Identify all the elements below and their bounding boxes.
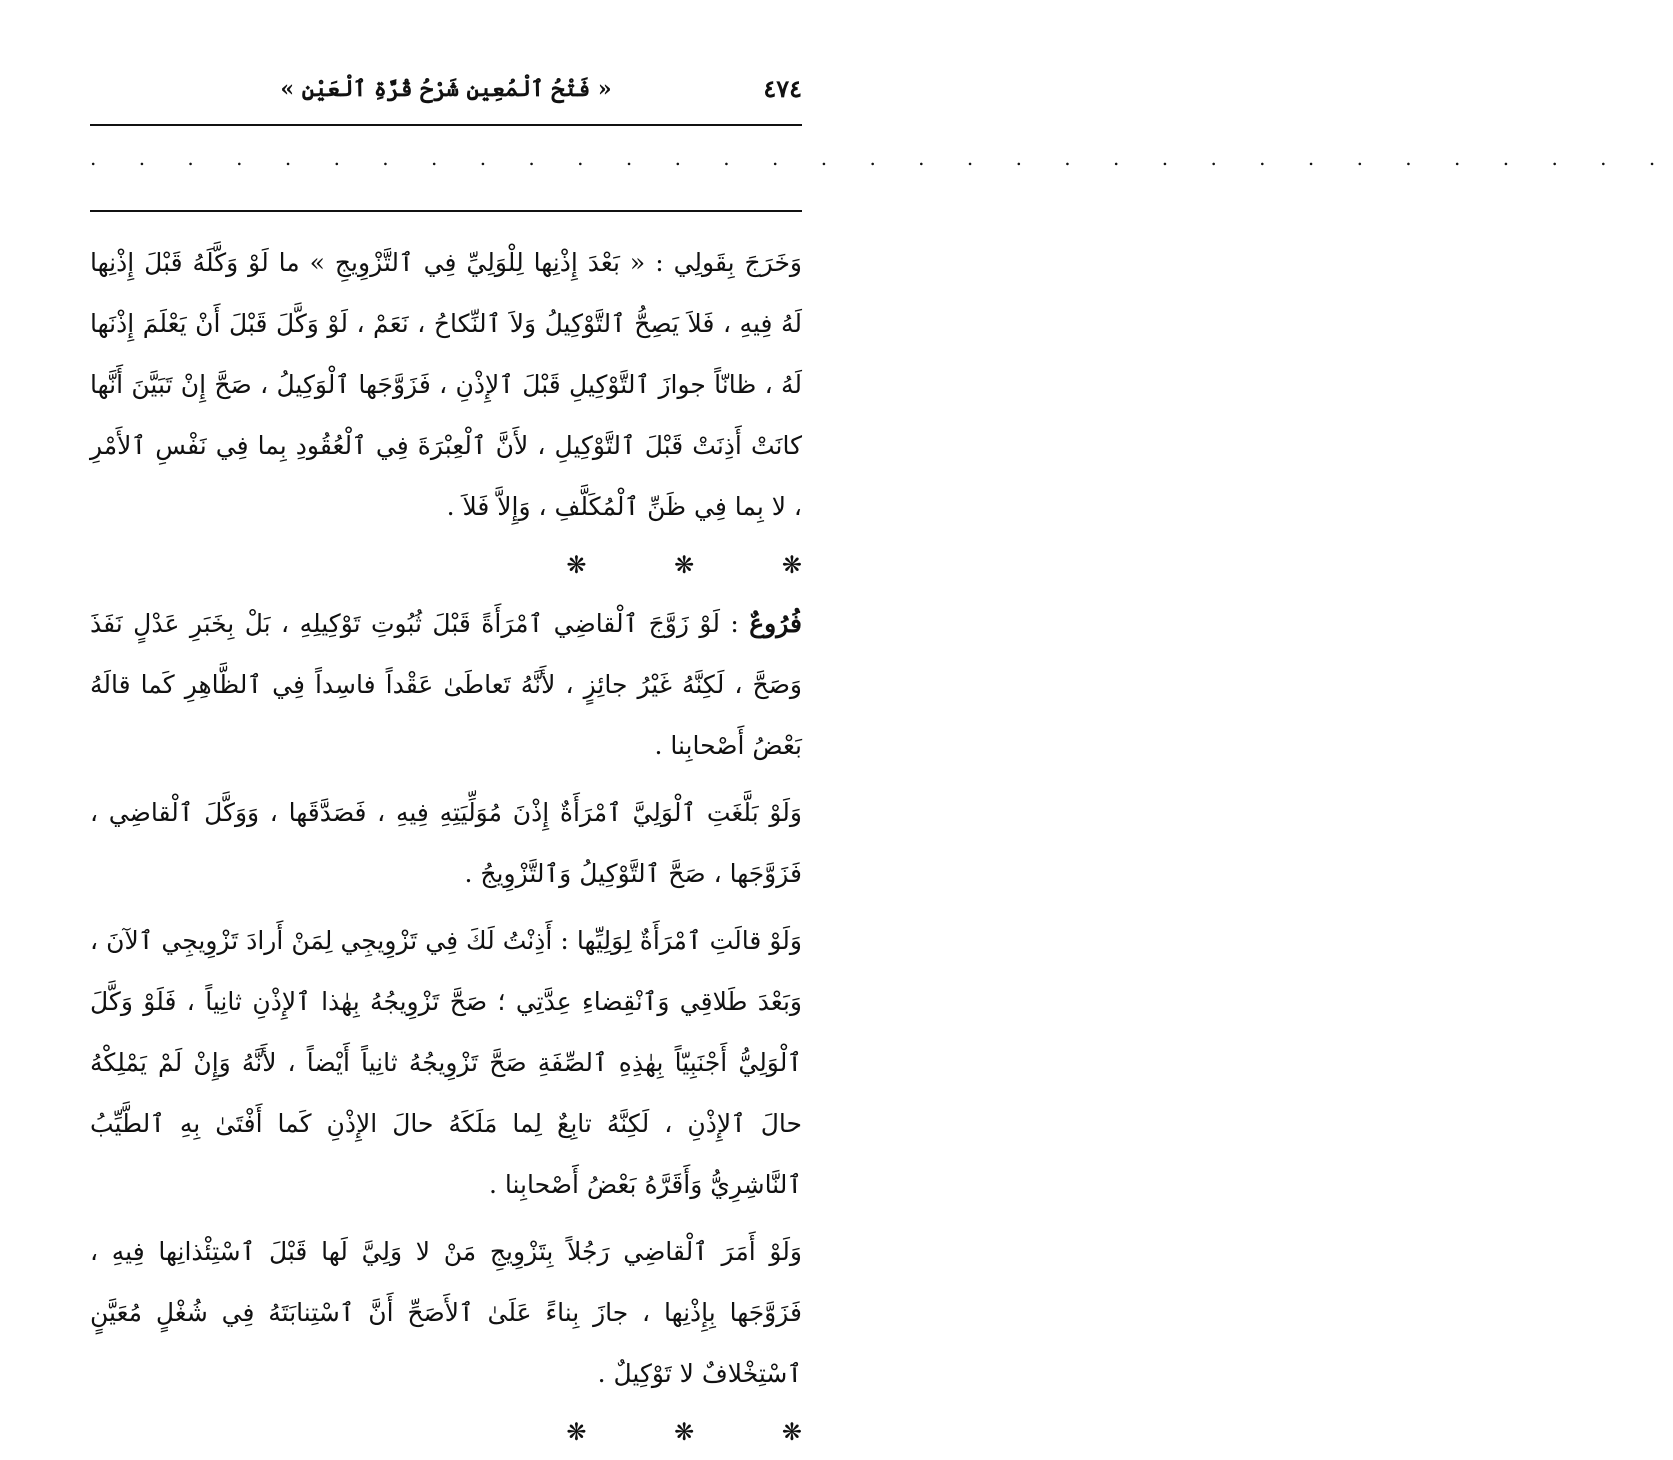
main-text [90,232,802,1460]
section-separator-2: ❋ ❋ ❋ [566,1418,802,1446]
page-number: ٤٧٤ [763,74,802,103]
paragraph-2-lead: فُرُوعٌ [749,609,802,638]
paragraph-1 [90,232,802,537]
dotted-line: . . . . . . . . . . . . . . . . . . . . . . . . . . . . . . . . . [90,146,1673,170]
footnote-separator-dots [90,126,1673,212]
paragraph-2 [90,593,802,776]
book-page [90,60,1673,1446]
book-title: « فَتْحُ ٱلْمُعِينِ شَرْحُ قُرَّةِ ٱلْعَيْنِ » [280,76,612,102]
paragraph-2-text: : لَوْ زَوَّجَ ٱلْقاضِي ٱمْرَأَةً قَبْلَ ثُبُوتِ تَوْكِيلِهِ ، بَلْ بِخَبَرِ عَدْلٍ نَفَذَ وَصَحَّ ، لَكِنَّهُ غَيْرُ جائِزٍ ، لأَنَّهُ تَعاطَىٰ عَقْداً فاسِداً فِي ٱلظَّاهِرِ كَما قالَهُ بَعْضُ أَصْحابِنا . [90,609,802,760]
running-header [90,60,802,126]
paragraph-5-text: وَلَوْ أَمَرَ ٱلْقاضِي رَجُلاً بِتَزْوِيجِ مَنْ لا وَلِيَّ لَها قَبْلَ ٱسْتِئْذانِها فِيهِ ، فَزَوَّجَها بِإِذْنِها ، جازَ بِناءً عَلَىٰ ٱلأَصَحِّ أَنَّ ٱسْتِنابَتَهُ فِي شُغْلٍ مُعَيَّنٍ ٱسْتِخْلافٌ لا تَوْكِيلٌ . [90,1237,802,1388]
paragraph-5 [90,1221,802,1404]
paragraph-1-text: وَخَرَجَ بِقَولِي : « بَعْدَ إِذْنِها لِلْوَلِيِّ فِي ٱلتَّزْوِيجِ » ما لَوْ وَكَّلَهُ قَبْلَ إِذْنِها لَهُ فِيهِ ، فَلاَ يَصِحُّ ٱلتَّوْكِيلُ وَلاَ ٱلنِّكاحُ ، نَعَمْ ، لَوْ وَكَّلَ قَبْلَ أَنْ يَعْلَمَ إِذْنَها لَهُ ، ظانّاً جوازَ ٱلتَّوْكِيلِ قَبْلَ ٱلإِذْنِ ، فَزَوَّجَها ٱلْوَكِيلُ ، صَحَّ إِنْ تَبَيَّنَ أَنَّها كانَتْ أَذِنَتْ قَبْلَ ٱلتَّوْكِيلِ ، لأَنَّ ٱلْعِبْرَةَ فِي ٱلْعُقُودِ بِما فِي نَفْسِ ٱلأَمْرِ ، لا بِما فِي ظَنِّ ٱلْمُكَلَّفِ ، وَإِلاَّ فَلاَ . [90,248,802,521]
section-separator-1: ❋ ❋ ❋ [566,551,802,579]
paragraph-3 [90,782,802,904]
paragraph-4 [90,910,802,1215]
paragraph-3-text: وَلَوْ بَلَّغَتِ ٱلْوَلِيَّ ٱمْرَأَةٌ إِذْنَ مُوَلِّيَتِهِ فِيهِ ، فَصَدَّقَها ، وَوَكَّلَ ٱلْقاضِي ، فَزَوَّجَها ، صَحَّ ٱلتَّوْكِيلُ وَٱلتَّزْوِيجُ . [90,798,802,888]
paragraph-4-text: وَلَوْ قالَتِ ٱمْرَأَةٌ لِوَلِيِّها : أَذِنْتُ لَكَ فِي تَزْوِيجِي لِمَنْ أَرادَ تَزْوِيجِي ٱلآنَ ، وَبَعْدَ طَلاقِي وَٱنْقِضاءِ عِدَّتِي ؛ صَحَّ تَزْوِيجُهُ بِهٰذا ٱلإِذْنِ ثانِياً ، فَلَوْ وَكَّلَ ٱلْوَلِيُّ أَجْنَبِيّاً بِهٰذِهِ ٱلصِّفَةِ صَحَّ تَزْوِيجُهُ ثانِياً أَيْضاً ، لأَنَّهُ وَإِنْ لَمْ يَمْلِكْهُ حالَ ٱلإِذْنِ ، لَكِنَّهُ تابِعٌ لِما مَلَكَهُ حالَ الإِذْنِ كَما أَفْتَىٰ بِهِ ٱلطَّيِّبُ ٱلنَّاشِرِيُّ وَأَقَرَّهُ بَعْضُ أَصْحابِنا . [90,926,802,1199]
